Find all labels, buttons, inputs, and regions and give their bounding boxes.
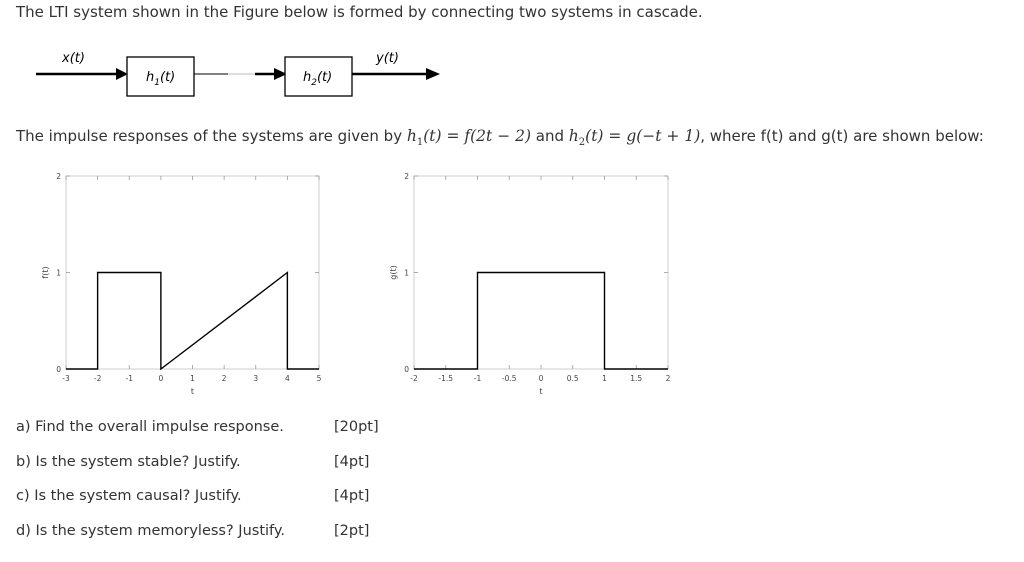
f-chart-x-tick-label: 3 bbox=[253, 374, 259, 383]
g-chart-x-tick-label: -1 bbox=[473, 374, 482, 383]
f-chart-x-tick-label: -2 bbox=[93, 374, 102, 383]
question-b: b) Is the system stable? Justify. bbox=[16, 454, 241, 470]
h2-block-label: $h_2(t)$ bbox=[303, 70, 333, 88]
f-chart-x-tick-label: 4 bbox=[284, 374, 290, 383]
f-chart-x-tick-label: 0 bbox=[158, 374, 164, 383]
input-label: x(t) bbox=[62, 51, 85, 66]
question-a-points: [20pt] bbox=[334, 419, 379, 435]
f-chart-x-tick-label: 5 bbox=[316, 374, 322, 383]
g-chart-x-tick-label: -0.5 bbox=[501, 374, 517, 383]
f-chart-x-tick-label: -3 bbox=[62, 374, 70, 383]
h1-block-label: $h_1(t)$ bbox=[146, 70, 176, 88]
g-chart-y-tick-label: 2 bbox=[404, 172, 409, 181]
g-chart-y-axis-label: g(t) bbox=[389, 265, 398, 280]
h1-equation: $h_1(t) = f(2t - 2)$ bbox=[406, 127, 532, 149]
g-chart-x-tick-label: 0.5 bbox=[566, 374, 579, 383]
f-chart-x-tick-label: 2 bbox=[221, 374, 227, 383]
output-label: y(t) bbox=[376, 51, 399, 66]
question-d: d) Is the system memoryless? Justify. bbox=[16, 523, 286, 539]
f-chart-y-axis-label: f(t) bbox=[41, 266, 50, 279]
g-chart-x-tick-label: -1.5 bbox=[438, 374, 454, 383]
g-chart-x-axis-label: t bbox=[539, 387, 543, 396]
f-chart-y-tick-label: 2 bbox=[56, 172, 61, 181]
g-chart-x-tick-label: 1 bbox=[602, 374, 607, 383]
h2-equation: $h_2(t) = g(-t + 1)$ bbox=[568, 127, 701, 149]
question-b-points: [4pt] bbox=[334, 454, 370, 470]
impulse-text: The impulse responses of the systems are given by $h_1(t) = f(2t - 2)$ and $h_2(t) = g(-t + 1)$, where f(t) and g(t) are shown below: bbox=[16, 127, 984, 149]
question-c: c) Is the system causal? Justify. bbox=[16, 488, 242, 504]
question-d-points: [2pt] bbox=[334, 523, 370, 539]
g-chart-y-tick-label: 1 bbox=[404, 268, 409, 278]
f-chart-y-tick-label: 0 bbox=[56, 365, 61, 374]
g-chart-x-tick-label: 1.5 bbox=[630, 374, 643, 383]
g-chart-x-tick-label: 0 bbox=[538, 374, 544, 383]
f-chart-y-tick-label: 1 bbox=[56, 268, 61, 278]
question-c-points: [4pt] bbox=[334, 488, 370, 504]
g-chart-y-tick-label: 0 bbox=[404, 365, 409, 374]
g-chart-x-tick-label: -2 bbox=[410, 374, 418, 383]
f-chart-x-axis-label: t bbox=[190, 387, 195, 396]
f-chart-x-tick-label: -1 bbox=[125, 374, 133, 383]
f-chart-x-tick-label: 1 bbox=[190, 374, 195, 383]
question-a: a) Find the overall impulse response. bbox=[16, 419, 284, 435]
intro-text: The LTI system shown in the Figure below is formed by connecting two systems in cascade. bbox=[16, 3, 703, 21]
g-chart-x-tick-label: 2 bbox=[665, 374, 671, 383]
